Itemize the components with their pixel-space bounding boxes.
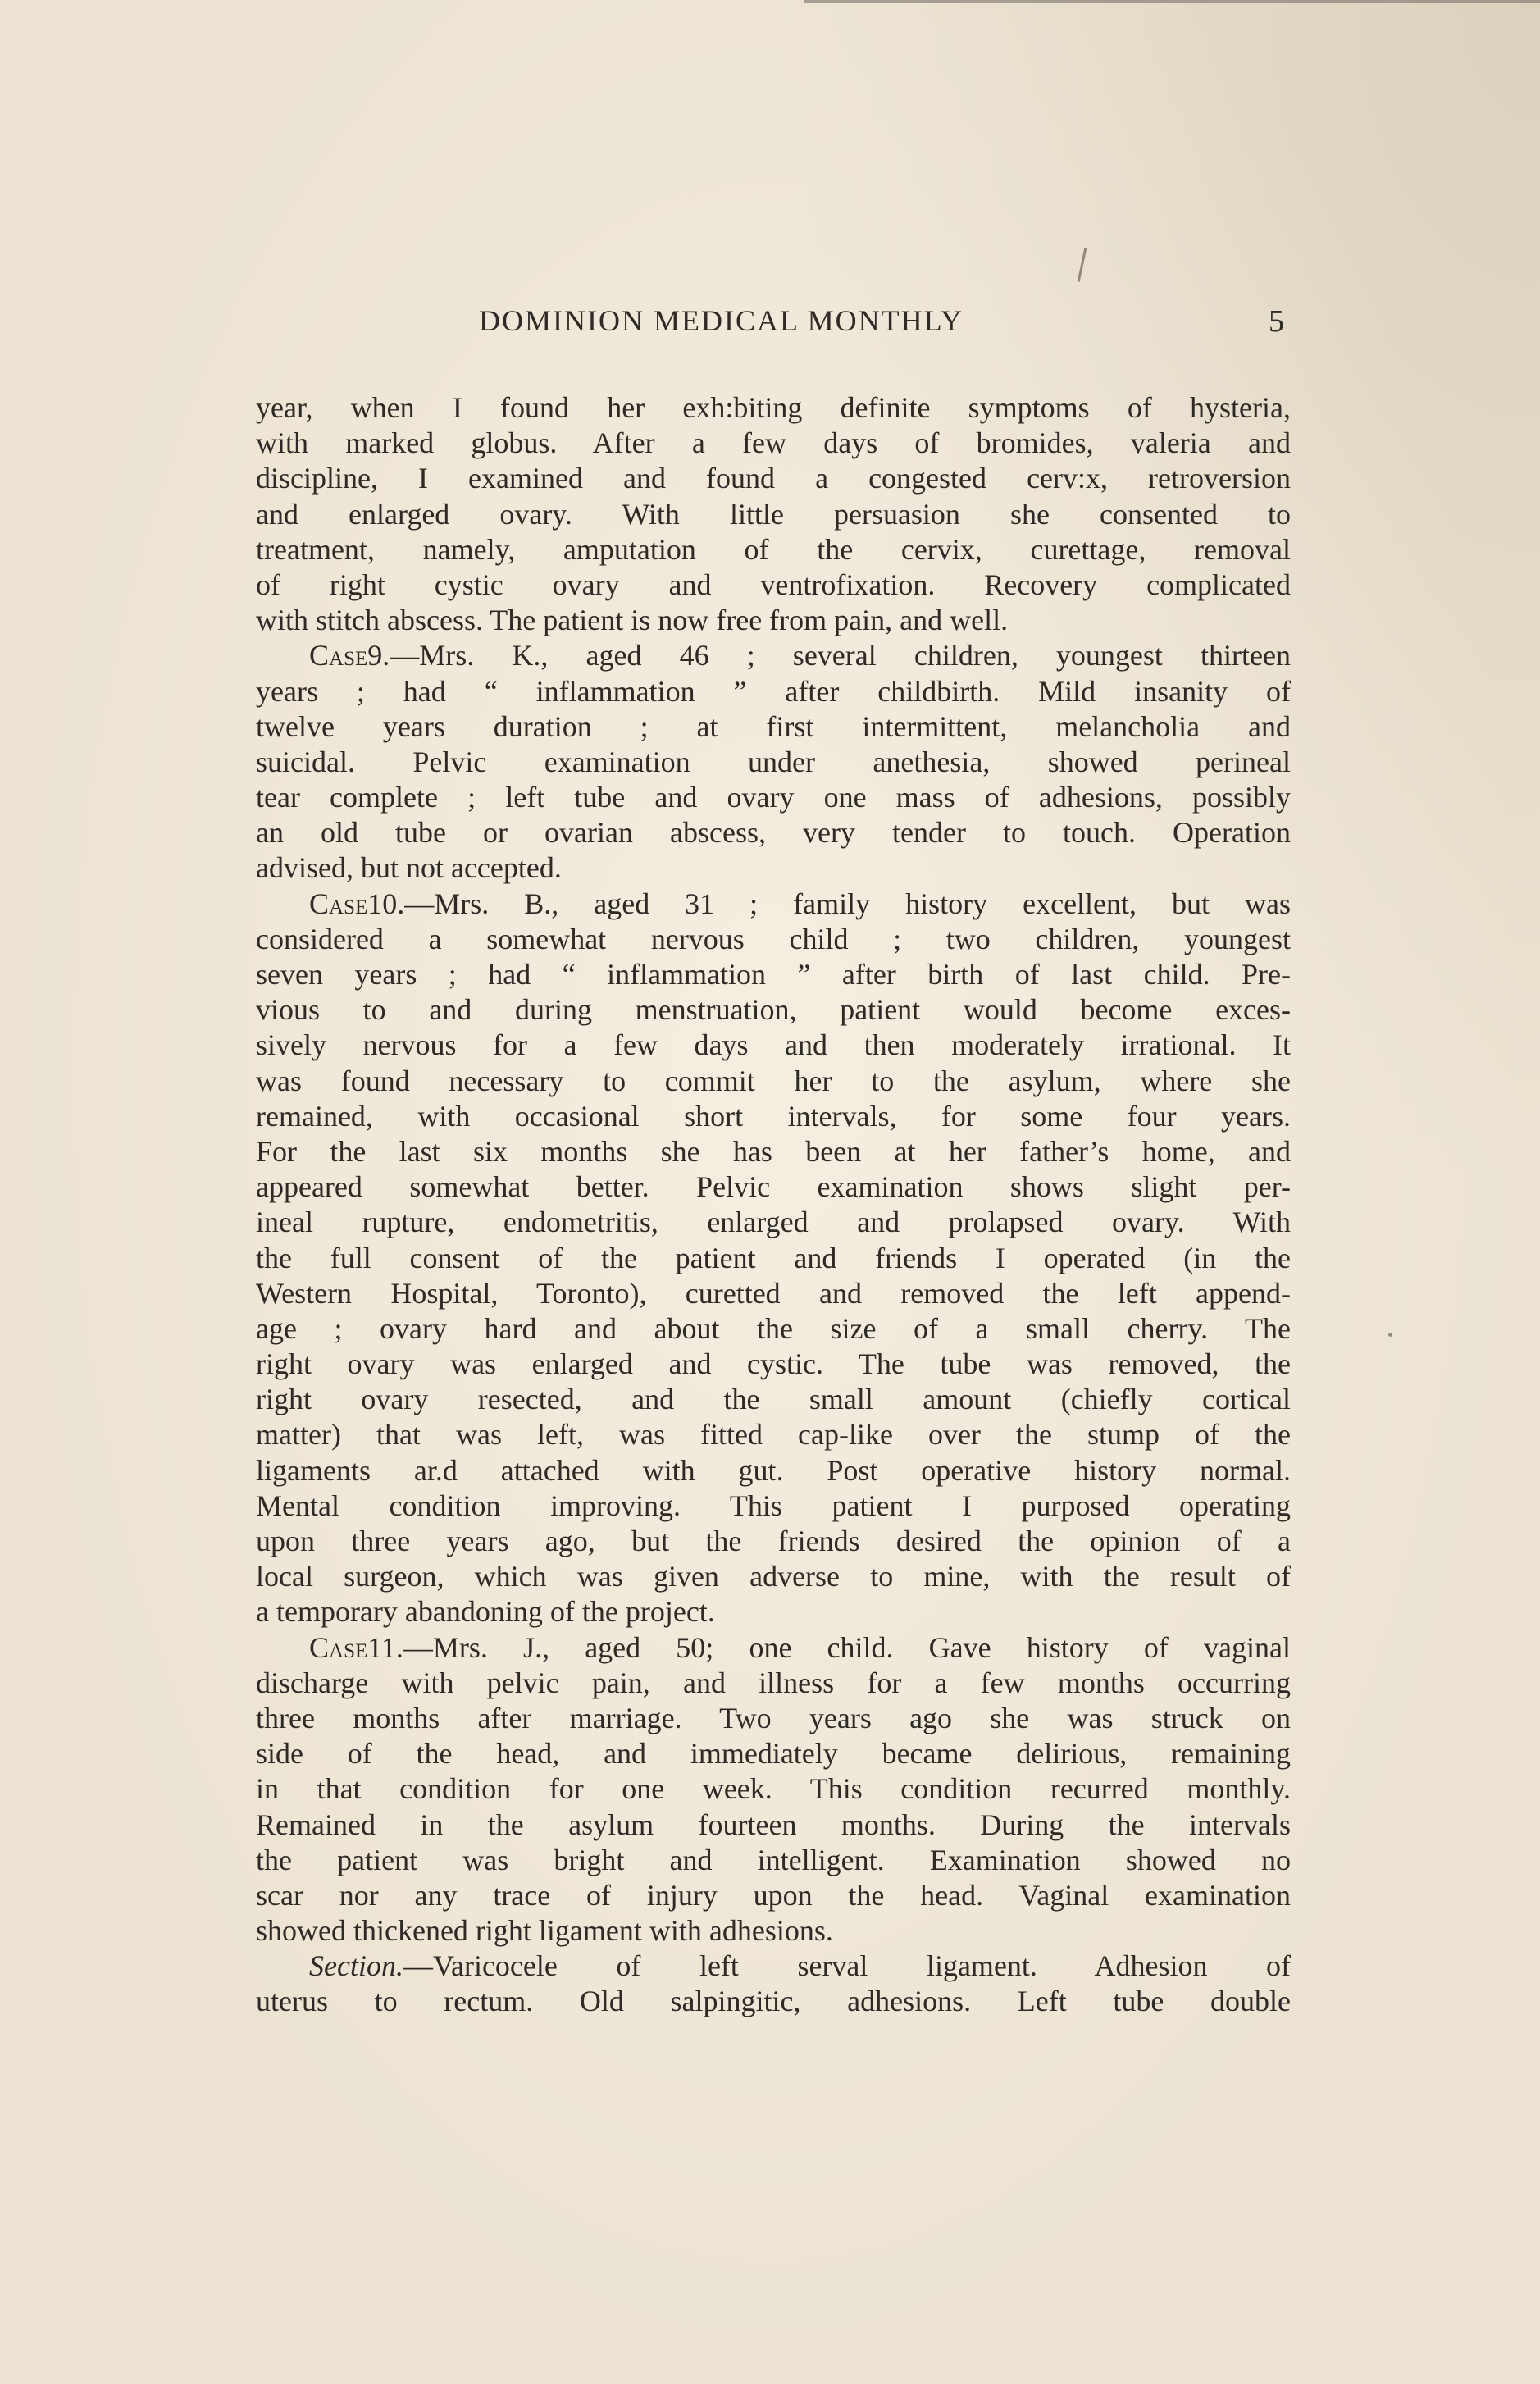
line-text: ligaments ar.d attached with gut. Post operative history normal.: [256, 1453, 1291, 1487]
text-line: [256, 1630, 1291, 1666]
line-text: 9.—Mrs. K., aged 46 ; several children, youngest thirteen: [367, 639, 1291, 672]
line-text: years ; had “ inflammation ” after childbirth. Mild insanity of: [256, 674, 1291, 708]
line-text: ineal rupture, endometritis, enlarged and prolapsed ovary. With: [256, 1206, 1291, 1239]
line-text: local surgeon, which was given adverse to mine, with the result of: [256, 1560, 1291, 1593]
line-text: three months after marriage. Two years ago she was struck on: [256, 1701, 1291, 1734]
page-header: [246, 303, 1296, 353]
text-line: [256, 497, 1291, 532]
section-label: Section.: [309, 1949, 403, 1983]
line-text: 11.—Mrs. J., aged 50; one child. Gave history of vaginal: [367, 1630, 1291, 1664]
text-line: [256, 603, 1291, 638]
running-head: DOMINION MEDICAL MONTHLY: [479, 304, 964, 337]
text-line: [256, 426, 1291, 461]
line-text: with stitch abscess. The patient is now free from pain, and well.: [256, 604, 1009, 637]
text-line: [256, 390, 1291, 426]
text-line: [256, 1241, 1291, 1276]
text-line: [256, 815, 1291, 850]
pencil-mark: [1078, 248, 1087, 282]
case-label: Case: [309, 1630, 368, 1664]
line-text: treatment, namely, amputation of the cervix, curettage, removal: [256, 532, 1291, 566]
text-line: [256, 1417, 1291, 1452]
text-line: [256, 1736, 1291, 1771]
text-line: [256, 674, 1291, 709]
text-line: [256, 1276, 1291, 1311]
text-line: [256, 1807, 1291, 1843]
case-label: Case: [309, 639, 368, 672]
text-line: [256, 1949, 1291, 1984]
body-text: [256, 390, 1291, 2020]
text-line: [256, 1347, 1291, 1382]
line-text: For the last six months she has been at her father’s home, and: [256, 1134, 1291, 1168]
text-line: [256, 850, 1291, 886]
line-text: remained, with occasional short intervals, for some four years.: [256, 1099, 1291, 1133]
line-text: right ovary was enlarged and cystic. The tube was removed, the: [256, 1347, 1291, 1381]
line-text: uterus to rectum. Old salpingitic, adhesions. Left tube double: [256, 1985, 1291, 2018]
line-text: a temporary abandoning of the project.: [256, 1595, 715, 1629]
line-text: discipline, I examined and found a congested cerv:x, retroversion: [256, 462, 1291, 495]
line-text: scar nor any trace of injury upon the head. Vaginal examination: [256, 1878, 1291, 1912]
line-text: and enlarged ovary. With little persuasion she consented to: [256, 497, 1291, 531]
line-text: tear complete ; left tube and ovary one mass of adhesions, possibly: [256, 781, 1291, 814]
text-line: [256, 922, 1291, 957]
text-line: [256, 992, 1291, 1028]
line-text: right ovary resected, and the small amount (chiefly cortical: [256, 1383, 1291, 1416]
text-line: [256, 745, 1291, 780]
line-text: discharge with pelvic pain, and illness for a few months occurring: [256, 1666, 1291, 1699]
text-line: [256, 1169, 1291, 1205]
line-text: vious to and during menstruation, patient would become exces-: [256, 993, 1291, 1027]
text-line: [256, 1878, 1291, 1913]
text-line: [256, 1984, 1291, 2019]
line-text: year, when I found her exh:biting definite symptoms of hysteria,: [256, 391, 1291, 424]
text-line: [256, 1311, 1291, 1347]
line-text: was found necessary to commit her to the asylum, where she: [256, 1064, 1291, 1097]
text-line: [256, 1559, 1291, 1594]
line-text: sively nervous for a few days and then moderately irrational. It: [256, 1028, 1291, 1062]
text-line: [256, 957, 1291, 992]
line-text: 10.—Mrs. B., aged 31 ; family history excellent, but was: [367, 887, 1291, 920]
text-line: [256, 1666, 1291, 1701]
line-text: upon three years ago, but the friends desired the opinion of a: [256, 1525, 1291, 1557]
text-line: [256, 1205, 1291, 1240]
text-line: [256, 532, 1291, 568]
line-text: advised, but not accepted.: [256, 851, 562, 885]
text-line: [256, 1134, 1291, 1169]
page-number: 5: [1269, 304, 1284, 339]
line-text: of right cystic ovary and ventrofixation. Recovery complicated: [256, 568, 1291, 601]
text-line: [256, 1771, 1291, 1807]
text-line: [256, 568, 1291, 603]
text-line: [256, 1701, 1291, 1736]
text-line: [256, 1064, 1291, 1099]
line-text: an old tube or ovarian abscess, very tender to touch. Operation: [256, 816, 1291, 850]
text-line: [256, 638, 1291, 673]
text-line: [256, 1453, 1291, 1488]
paper-speck: [1388, 1333, 1392, 1337]
text-line: [256, 461, 1291, 496]
line-text: considered a somewhat nervous child ; two children, youngest: [256, 922, 1291, 955]
line-text: Mental condition improving. This patient I purposed operating: [256, 1488, 1291, 1522]
text-line: [256, 1524, 1291, 1559]
line-text: showed thickened right ligament with adhesions.: [256, 1914, 833, 1948]
line-text: age ; ovary hard and about the size of a small cherry. The: [256, 1311, 1291, 1345]
line-text: in that condition for one week. This condition recurred monthly.: [256, 1772, 1291, 1806]
text-line: [256, 1843, 1291, 1878]
page-top-edge: [804, 0, 1540, 11]
text-line: [256, 887, 1291, 922]
text-line: [256, 1382, 1291, 1417]
text-line: [256, 780, 1291, 815]
text-line: [256, 1028, 1291, 1063]
line-text: matter) that was left, was fitted cap-like over the stump of the: [256, 1418, 1291, 1452]
line-text: Remained in the asylum fourteen months. During the intervals: [256, 1807, 1291, 1841]
line-text: suicidal. Pelvic examination under anethesia, showed perineal: [256, 745, 1291, 778]
line-text: the patient was bright and intelligent. Examination showed no: [256, 1843, 1291, 1876]
text-line: [256, 709, 1291, 745]
line-text: twelve years duration ; at first intermittent, melancholia and: [256, 709, 1291, 743]
text-line: [256, 1913, 1291, 1949]
line-text: seven years ; had “ inflammation ” after birth of last child. Pre-: [256, 958, 1291, 991]
line-text: —Varicocele of left serval ligament. Adhesion of: [403, 1949, 1291, 1983]
line-text: appeared somewhat better. Pelvic examination shows slight per-: [256, 1170, 1291, 1204]
text-line: [256, 1594, 1291, 1630]
line-text: the full consent of the patient and friends I operated (in the: [256, 1241, 1291, 1274]
line-text: side of the head, and immediately became delirious, remaining: [256, 1737, 1291, 1771]
line-text: Western Hospital, Toronto), curetted and removed the left append-: [256, 1276, 1291, 1310]
text-line: [256, 1488, 1291, 1524]
line-text: with marked globus. After a few days of bromides, valeria and: [256, 426, 1291, 460]
case-label: Case: [309, 887, 368, 920]
text-line: [256, 1099, 1291, 1134]
